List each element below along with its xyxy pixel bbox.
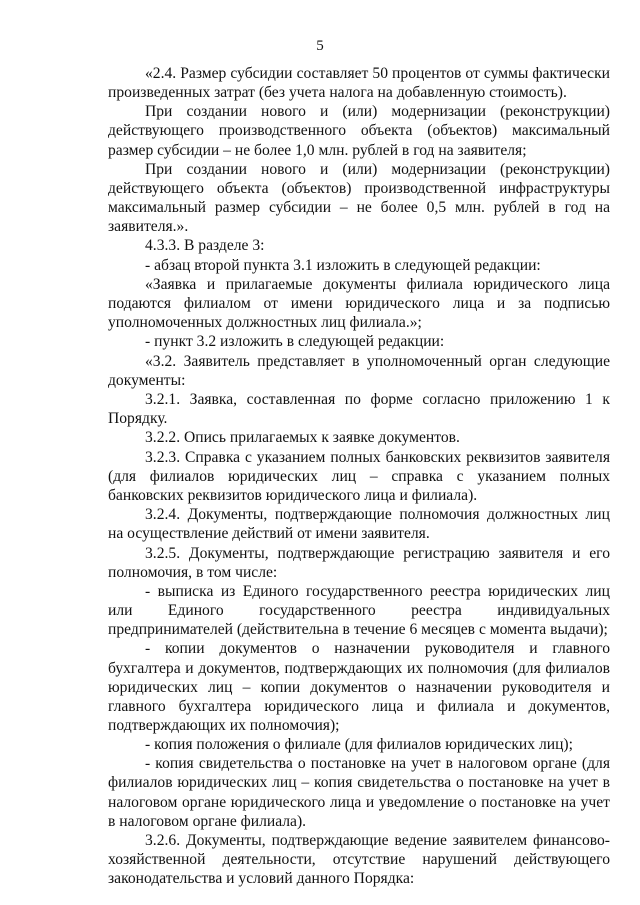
paragraph: 3.2.6. Документы, подтверждающие ведение заявителем финансово-хозяйственной деятельности, отсутствие нарушений действующего законодательства и условий данного Порядка: [108, 831, 610, 888]
paragraph: - копия свидетельства о постановке на учет в налоговом органе (для филиалов юридических лиц – копия свидетельства о постановке на учет в налоговом органе юридического лица и уведомление о постановке на учет в налоговом органе филиала). [108, 755, 610, 830]
paragraph: 4.3.3. В разделе 3: [145, 237, 265, 255]
paragraph: - абзац второй пункта 3.1 изложить в следующей редакции: [145, 256, 541, 274]
paragraph: 3.2.4. Документы, подтверждающие полномочия должностных лиц на осуществление действий от имени заявителя. [108, 506, 610, 543]
paragraph: 3.2.2. Опись прилагаемых к заявке документов. [145, 429, 460, 447]
paragraph: 3.2.3. Справка с указанием полных банковских реквизитов заявителя (для филиалов юридических лиц – справка с указанием полных банковских реквизитов юридического лица и филиала). [108, 448, 610, 504]
paragraph: - выписка из Единого государственного реестра юридических лиц или Единого государственного реестра индивидуальных предпринимателей (действительна в течение 6 месяцев с момента выдачи); [108, 582, 610, 639]
paragraph: При создании нового и (или) модернизации (реконструкции) действующего объекта (объектов) производственной инфраструктуры максимальный размер субсидии – не более 0,5 млн. рублей в год на заявителя.». [108, 160, 610, 236]
paragraph: - пункт 3.2 изложить в следующей редакции: [145, 333, 445, 351]
page-number: 5 [316, 38, 324, 54]
paragraph: - копии документов о назначении руководителя и главного бухгалтера и документов, подтверждающих их полномочия (для филиалов юридических лиц – копии документов о назначении руководителя и главного бухгалтера юридического лица и филиала и документов, подтверждающих их полномочия); [108, 640, 610, 734]
paragraph: «3.2. Заявитель представляет в уполномоченный орган следующие документы: [108, 352, 610, 389]
paragraph: 3.2.1. Заявка, составленная по форме согласно приложению 1 к Порядку. [108, 391, 610, 428]
paragraph: - копия положения о филиале (для филиалов юридических лиц); [145, 736, 573, 754]
paragraph: «2.4. Размер субсидии составляет 50 процентов от суммы фактически произведенных затрат (без учета налога на добавленную стоимость). [108, 65, 610, 102]
document-body [108, 64, 610, 888]
paragraph: При создании нового и (или) модернизации (реконструкции) действующего производственного объекта (объектов) максимальный размер субсидии – не более 1,0 млн. рублей в год на заявителя; [108, 103, 610, 159]
paragraph: 3.2.5. Документы, подтверждающие регистрацию заявителя и его полномочия, в том числе: [108, 544, 610, 581]
paragraph: «Заявка и прилагаемые документы филиала юридического лица подаются филиалом от имени юридического лица и за подписью уполномоченных должностных лиц филиала.»; [108, 275, 610, 332]
